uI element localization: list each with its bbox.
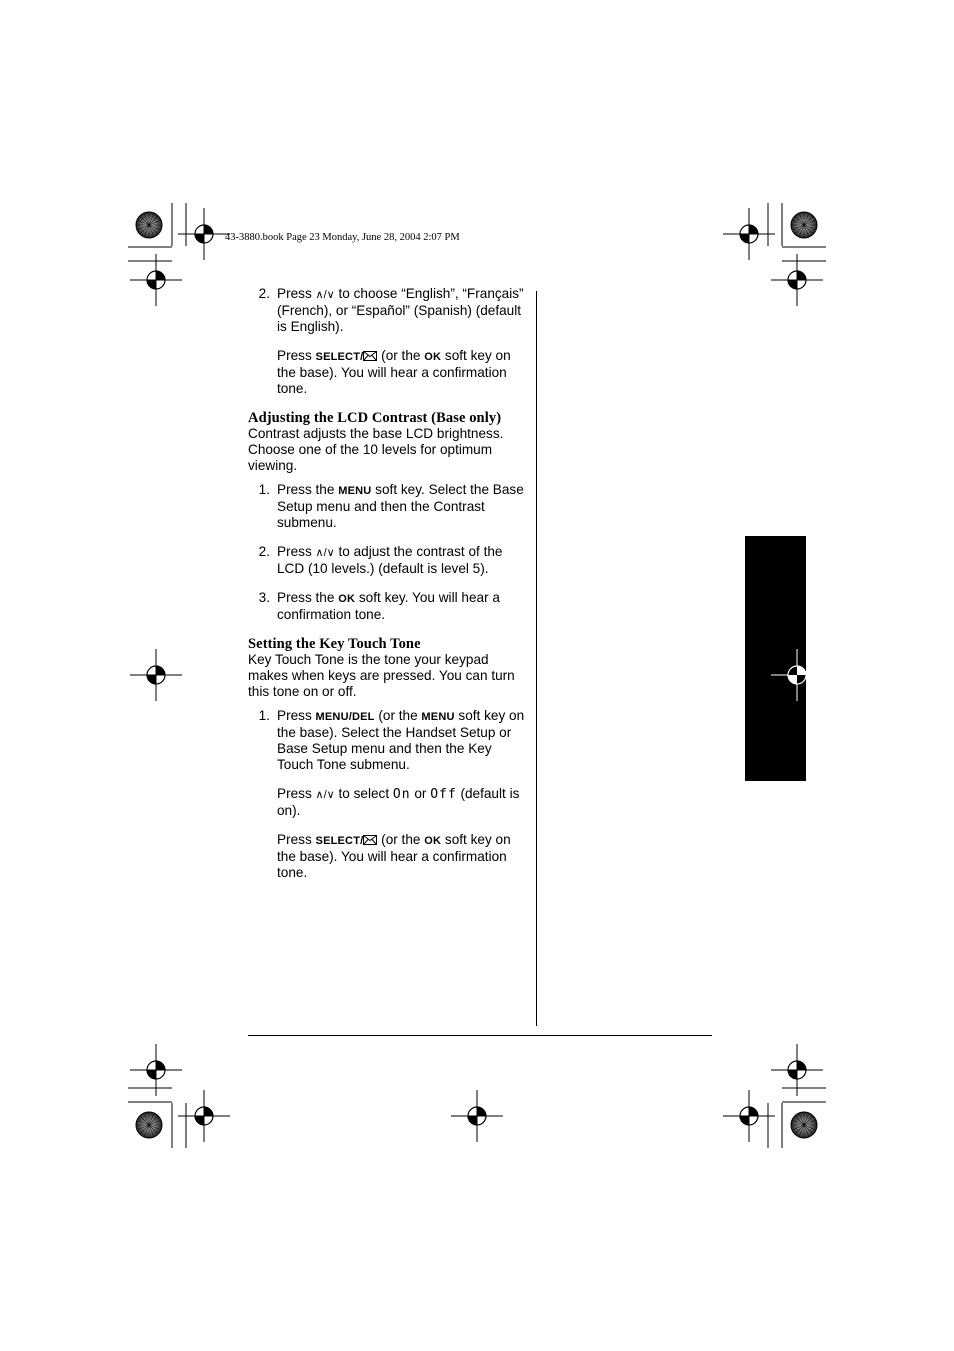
- contrast-step-3: 3. Press the OK soft key. You will hear a confirmation tone.: [258, 590, 500, 622]
- crosshair-icon: [130, 254, 182, 306]
- crosshair-icon: [130, 649, 182, 701]
- envelope-icon: [363, 351, 377, 361]
- keytone-confirm: Press SELECT/ (or the OK soft key on the base). You will hear a confirmation tone.: [277, 832, 511, 880]
- footer-rule: [248, 1035, 712, 1036]
- print-header: 43-3880.book Page 23 Monday, June 28, 2004 2:07 PM: [225, 232, 460, 243]
- starburst-icon: [136, 1112, 162, 1138]
- contrast-step-1: 1. Press the MENU soft key. Select the Base Setup menu and then the Contrast submenu.: [258, 482, 524, 530]
- crosshair-icon: [451, 1090, 503, 1142]
- envelope-icon: [363, 835, 377, 845]
- crosshair-icon: [771, 254, 823, 306]
- crosshair-icon: [723, 208, 775, 260]
- contrast-step-2: 2. Press ∧/∨ to adjust the contrast of the LCD (10 levels.) (default is level 5).: [258, 544, 503, 576]
- starburst-icon: [136, 212, 162, 238]
- language-step: 2. Press ∧/∨ to choose “English”, “Français” (French), or “Español” (Spanish) (default is English).: [258, 286, 524, 334]
- keytone-step-1: 1. Press MENU/DEL (or the MENU soft key on the base). Select the Handset Setup or Base Setup menu and then the Key Touch Tone submenu.: [258, 708, 525, 772]
- starburst-icon: [791, 1112, 817, 1138]
- keytone-heading: Setting the Key Touch Tone: [248, 636, 421, 652]
- keytone-intro: Key Touch Tone is the tone your keypad makes when keys are pressed. You can turn this tone on or off.: [248, 652, 515, 699]
- text-column: [248, 286, 530, 894]
- starburst-icon: [791, 212, 817, 238]
- keytone-select: Press ∧/∨ to select On or Off (default is on).: [277, 786, 520, 818]
- up-down-arrow-icon: ∧/∨: [315, 547, 335, 559]
- column-divider: [536, 291, 537, 1026]
- up-down-arrow-icon: ∧/∨: [315, 789, 335, 801]
- contrast-heading: Adjusting the LCD Contrast (Base only): [248, 410, 502, 426]
- crosshair-icon: [723, 1090, 775, 1142]
- crosshair-icon: [767, 645, 827, 705]
- up-down-arrow-icon: ∧/∨: [315, 289, 335, 301]
- contrast-intro: Contrast adjusts the base LCD brightness. Choose one of the 10 levels for optimum viewing.: [248, 426, 504, 473]
- language-confirm: Press SELECT/ (or the OK soft key on the base). You will hear a confirmation tone.: [277, 348, 511, 396]
